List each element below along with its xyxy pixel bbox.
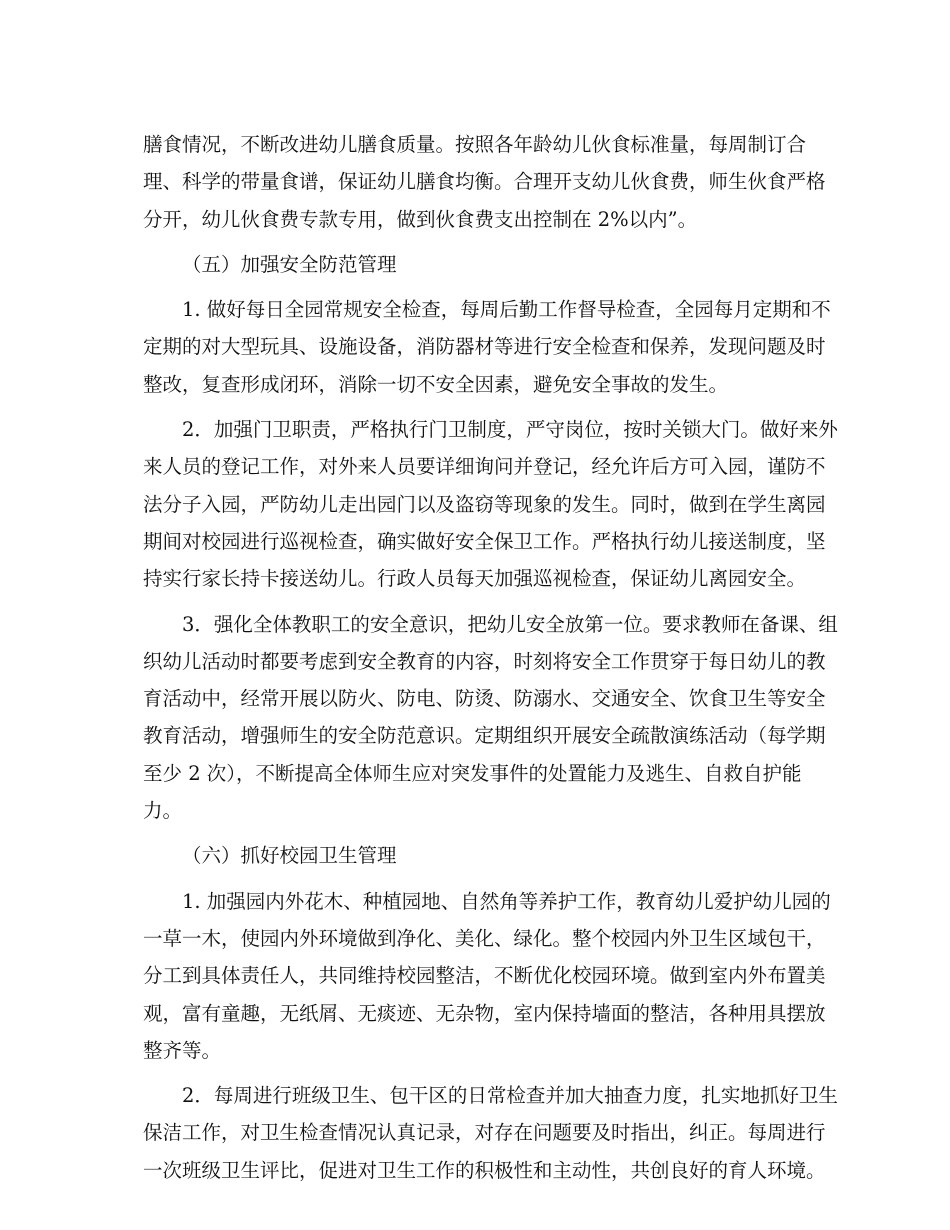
text-line: 整齐等。: [143, 1038, 222, 1062]
text-line: 持实行家长持卡接送幼儿。行政人员每天加强巡视检查，保证幼儿离园安全。: [143, 567, 807, 591]
text-line: 来人员的登记工作，对外来人员要详细询问并登记，经允许后方可入园，谨防不: [143, 455, 826, 479]
text-line: 育活动中，经常开展以防火、防电、防烫、防溺水、交通安全、饮食卫生等安全: [143, 687, 826, 711]
text-line: 保洁工作，对卫生检查情况认真记录，对存在问题要及时指出，纠正。每周进行: [143, 1121, 826, 1145]
text-line: 整改，复查形成闭环，消除一切不安全因素，避免安全事故的发生。: [143, 372, 729, 396]
text-line: 教育活动，增强师生的安全防范意识。定期组织开展安全疏散演练活动（每学期: [143, 724, 826, 748]
text-line: 分工到具体责任人，共同维持校园整洁，不断优化校园环境。做到室内外布置美: [143, 964, 826, 988]
text-line: 一草一木，使园内外环境做到净化、美化、绿化。整个校园内外卫生区域包干，: [143, 926, 826, 950]
text-line: 1. 做好每日全园常规安全检查，每周后勤工作督导检查，全园每月定期和不: [182, 298, 831, 322]
text-line: 1. 加强园内外花木、种植园地、自然角等养护工作，教育幼儿爱护幼儿园的: [182, 889, 831, 913]
text-line: 2．每周进行班级卫生、包干区的日常检查并加大抽查力度，扎实地抓好卫生: [182, 1084, 838, 1108]
text-line: 观，富有童趣，无纸屑、无痰迹、无杂物，室内保持墙面的整洁，各种用具摆放: [143, 1001, 826, 1025]
text-line: 一次班级卫生评比，促进对卫生工作的积极性和主动性，共创良好的育人环境。: [143, 1158, 826, 1182]
section-heading: （六）抓好校园卫生管理: [182, 844, 397, 868]
text-line: 法分子入园，严防幼儿走出园门以及盗窃等现象的发生。同时，做到在学生离园: [143, 492, 826, 516]
document-body: [143, 126, 838, 1189]
text-line: 理、科学的带量食谱，保证幼儿膳食均衡。合理开支幼儿伙食费，师生伙食严格: [143, 170, 826, 194]
text-line: 膳食情况，不断改进幼儿膳食质量。按照各年龄幼儿伙食标准量，每周制订合: [143, 133, 807, 156]
text-line: 期间对校园进行巡视检查，确实做好安全保卫工作。严格执行幼儿接送制度，坚: [143, 529, 826, 553]
text-line: 3．强化全体教职工的安全意识，把幼儿安全放第一位。要求教师在备课、组: [182, 612, 838, 636]
text-line: 分开，幼儿伙食费专款专用，做到伙食费支出控制在 2%以内”。: [143, 207, 698, 231]
text-line: 力。: [143, 799, 183, 823]
text-line: 至少 2 次），不断提高全体师生应对突发事件的处置能力及逃生、自救自护能: [143, 761, 802, 785]
section-heading: （五）加强安全防范管理: [182, 252, 397, 276]
text-line: 2．加强门卫职责，严格执行门卫制度，严守岗位，按时关锁大门。做好来外: [182, 418, 838, 442]
text-line: 定期的对大型玩具、设施设备，消防器材等进行安全检查和保养，发现问题及时: [143, 335, 826, 359]
text-line: 织幼儿活动时都要考虑到安全教育的内容，时刻将安全工作贯穿于每日幼儿的教: [143, 649, 826, 673]
